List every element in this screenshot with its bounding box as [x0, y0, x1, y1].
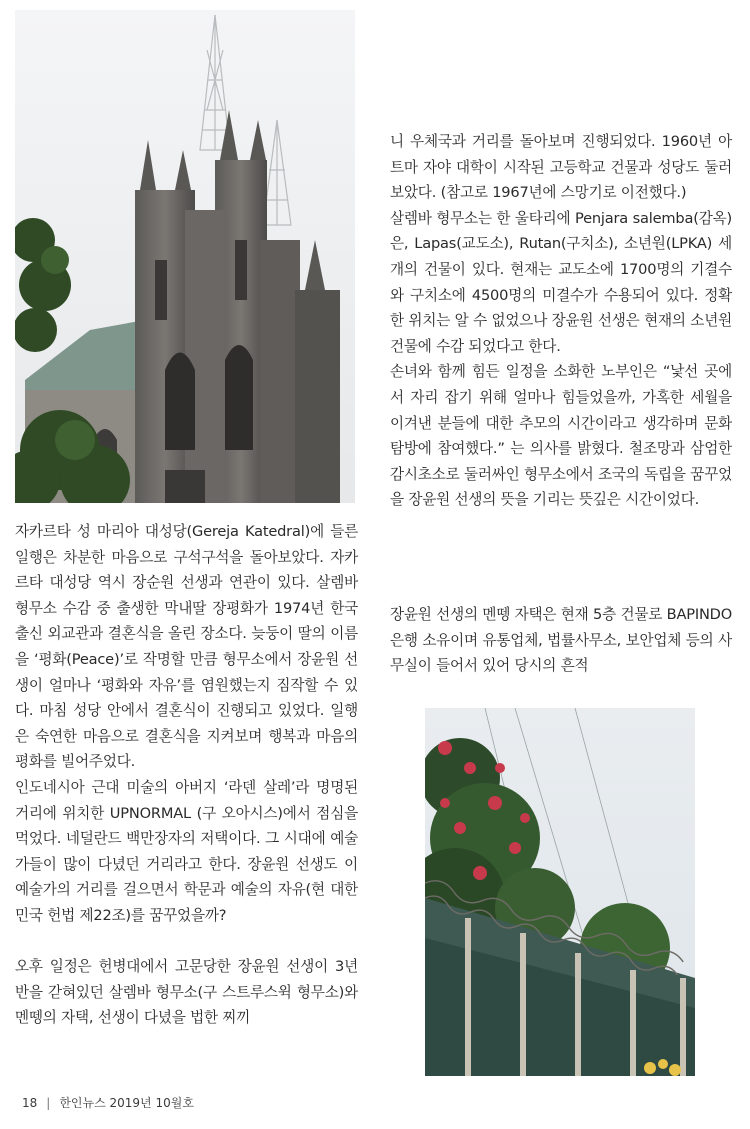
prison-wall-photo: [425, 708, 695, 1076]
publication-name: 한인뉴스 2019년 10월호: [59, 1096, 194, 1110]
paragraph: 장윤원 선생의 멘뗑 자택은 현재 5층 건물로 BAPINDO 은행 소유이며 유통업체, 법률사무소, 보안업체 등의 사무실이 들어서 있어 당시의 흔적: [390, 606, 732, 675]
article-text-left: [15, 519, 358, 1031]
article-text-right-mid: [390, 602, 732, 679]
cathedral-photo: [15, 10, 355, 503]
page-number: 18: [22, 1096, 38, 1110]
page-footer: [22, 1094, 194, 1111]
paragraph: 니 우체국과 거리를 돌아보며 진행되었다. 1960년 아트마 자야 대학이 시작된 고등학교 건물과 성당도 둘러보았다. (참고로 1967년에 스망기로 이전했다.): [390, 133, 732, 202]
paragraph: 인도네시아 근대 미술의 아버지 ‘라덴 살레’라 명명된 거리에 위치한 UPNORMAL (구 오아시스)에서 점심을 먹었다. 네덜란드 백만장자의 저택이다. 그 시대에 예술가들이 많이 다녔던 거리라고 한다. 장윤원 선생도 이 예술가의 거리를 걸으면서 학문과 예술의 자유(현 대한민국 헌법 제22조)를 꿈꾸었을까?: [15, 778, 358, 924]
paragraph: 자카르타 성 마리아 대성당(Gereja Katedral)에 들른 일행은 차분한 마음으로 구석구석을 돌아보았다. 자카르타 대성당 역시 장순원 선생과 연관이 있다. 살렘바 형무소 수감 중 출생한 막내딸 장평화가 1974년 한국출신 외교관과 결혼식을 올린 장소다. 늦둥이 딸의 이름을 ‘평화(Peace)’로 작명할 만큼 형무소에서 장윤원 선생이 얼마나 ‘평화와 자유’를 염원했는지 짐작할 수 있다. 마침 성당 안에서 결혼식이 진행되고 있었다. 일행은 숙연한 마음으로 결혼식을 지켜보며 행복과 마음의 평화를 빌어주었다.: [15, 523, 358, 771]
paragraph: 손녀와 함께 힘든 일정을 소화한 노부인은 “낯선 곳에서 자리 잡기 위해 얼마나 힘들었을까, 가혹한 세월을 이겨낸 분들에 대한 추모의 시간이라고 생각하며 문화탐방에 참여했다.” 는 의사를 밝혔다. 철조망과 삼엄한 감시초소로 둘러싸인 형무소에서 조국의 독립을 꿈꾸었을 장윤원 선생의 뜻을 기리는 뜻깊은 시간이었다.: [390, 363, 732, 509]
paragraph: 살렘바 형무소는 한 울타리에 Penjara salemba(감옥)은, Lapas(교도소), Rutan(구치소), 소년원(LPKA) 세 개의 건물이 있다. 현재는 교도소에 1700명의 기결수와 구치소에 4500명의 미결수가 수용되어 있다. 정확한 위치는 알 수 없었으나 장윤원 선생은 현재의 소년원 건물에 수감 되었다고 한다.: [390, 209, 732, 355]
article-text-right-top: [390, 129, 732, 513]
footer-separator: |: [46, 1096, 51, 1110]
paragraph: 오후 일정은 헌병대에서 고문당한 장윤원 선생이 3년 반을 갇혀있던 살렘바 형무소(구 스트루스윅 형무소)와 멘뗑의 자택, 선생이 다녔을 법한 찌끼: [15, 958, 358, 1027]
